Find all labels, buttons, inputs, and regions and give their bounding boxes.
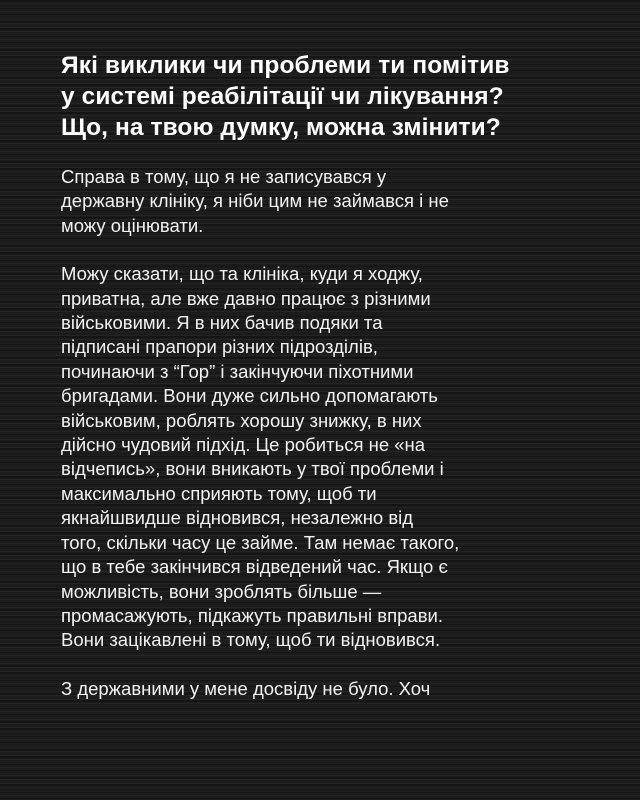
question-line: Які виклики чи проблеми ти помітив (61, 52, 510, 79)
answer-line: промасажують, підкажуть правильні вправи. (61, 604, 444, 626)
answer-line: починаючи з “Гор” і закінчуючи піхотними (61, 360, 414, 382)
article-body (61, 50, 606, 701)
answer-line: що в тебе закінчився відведений час. Якщо є (61, 556, 448, 578)
paragraph-spacer (61, 653, 606, 677)
answer-line: дійсно чудовий підхід. Це робиться не «на (61, 434, 426, 456)
answer-line: Справа в тому, що я не записувався у (61, 166, 387, 187)
question-line: у системі реабілітації чи лікування? (61, 83, 504, 110)
answer-line: приватна, але вже давно працює з різними (61, 287, 431, 309)
answer-line: військовим, роблять хорошу знижку, в них (61, 409, 422, 431)
answer-line: З державними у мене досвіду не було. Хоч (61, 677, 431, 699)
interview-question (61, 50, 606, 143)
answer-line: підписані прапори різних підрозділів, (61, 336, 378, 358)
answer-line: можу оцінювати. (61, 214, 204, 236)
answer-line: Можу сказати, що та клініка, куди я ходжу, (61, 263, 423, 285)
answer-line: військовими. Я в них бачив подяки та (61, 312, 383, 334)
answer-line: державну клініку, я ніби цим не займався і не (61, 190, 449, 212)
answer-line: Вони зацікавлені в тому, щоб ти відновився. (61, 629, 441, 651)
answer-line: можливість, вони зроблять більше — (61, 580, 382, 602)
answer-paragraph-1 (61, 165, 606, 238)
answer-paragraph-3 (61, 677, 606, 701)
answer-line: якнайшвидше відновився, незалежно від (61, 507, 414, 529)
answer-paragraph-2 (61, 262, 606, 653)
answer-line: відчепись», вони вникають у твої проблеми і (61, 458, 444, 480)
answer-line: того, скільки часу це займе. Там немає такого, (61, 531, 460, 553)
question-line: Що, на твою думку, можна змінити? (61, 114, 501, 141)
paragraph-spacer (61, 238, 606, 262)
answer-line: бригадами. Вони дуже сильно допомагають (61, 385, 438, 407)
answer-line: максимально сприяють тому, щоб ти (61, 482, 377, 504)
